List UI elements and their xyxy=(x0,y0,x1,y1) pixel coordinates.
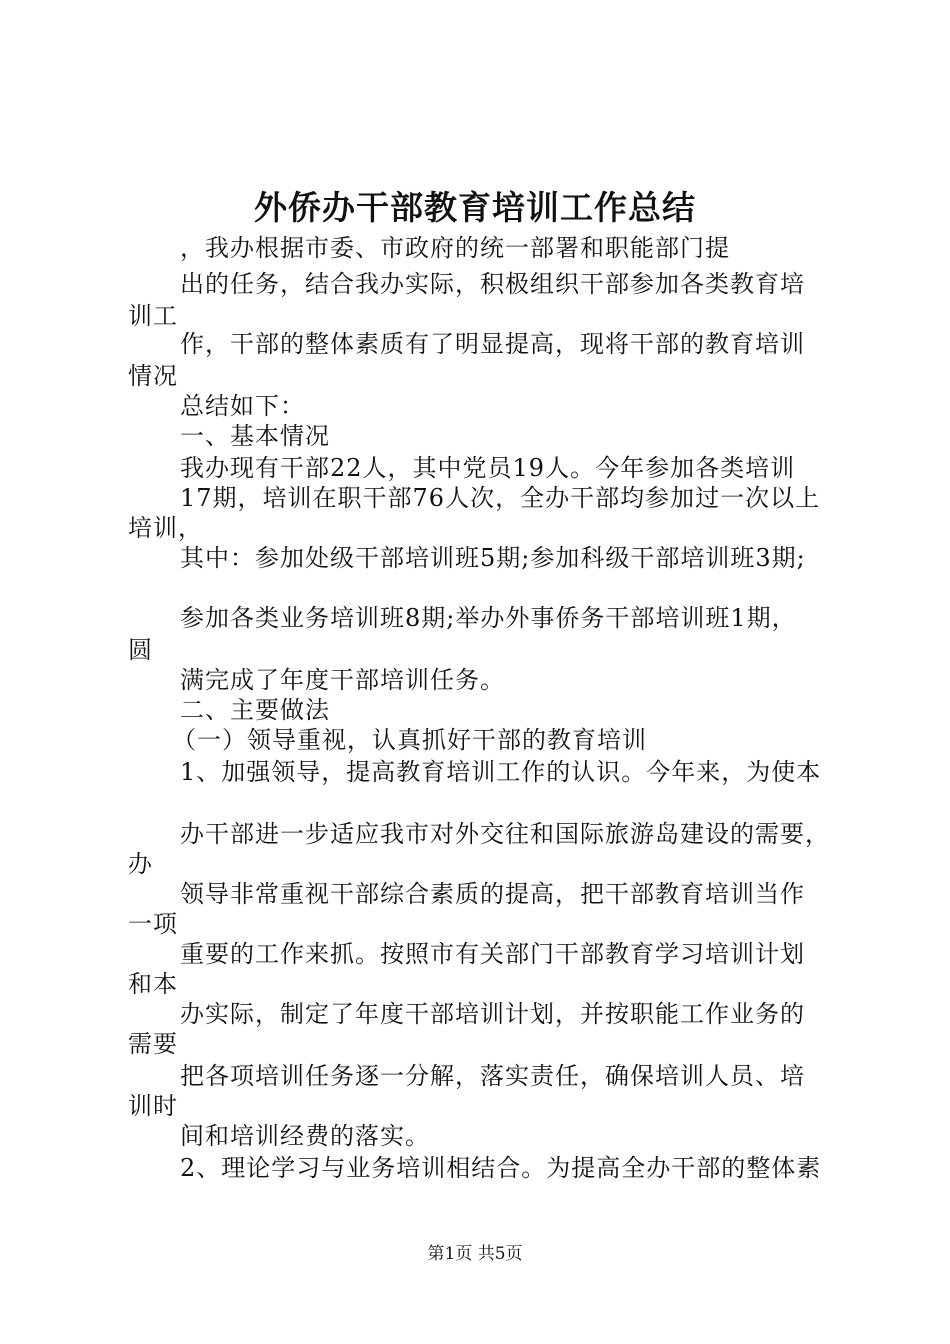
body-line: 领导非常重视干部综合素质的提高，把干部教育培训当作 xyxy=(180,880,805,908)
body-line: 我办现有干部22人，其中党员19人。今年参加各类培训 xyxy=(180,454,796,482)
body-line: ，我办根据市委、市政府的统一部署和职能部门提 xyxy=(180,234,730,262)
body-line: 办 xyxy=(128,850,153,878)
body-line: 总结如下： xyxy=(180,392,305,420)
body-line: 办干部进一步适应我市对外交往和国际旅游岛建设的需要， xyxy=(180,820,830,848)
document-title: 外侨办干部教育培训工作总结 xyxy=(254,188,696,227)
body-line: 参加各类业务培训班8期;举办外事侨务干部培训班1期， xyxy=(180,604,797,632)
body-line: 训时 xyxy=(128,1092,178,1120)
body-line: 间和培训经费的落实。 xyxy=(180,1122,430,1150)
body-line: 作，干部的整体素质有了明显提高，现将干部的教育培训 xyxy=(180,330,805,358)
body-line: 培训， xyxy=(128,514,203,542)
body-line: 满完成了年度干部培训任务。 xyxy=(180,666,505,694)
body-line: 重要的工作来抓。按照市有关部门干部教育学习培训计划 xyxy=(180,940,805,968)
body-line: 17期，培训在职干部76人次，全办干部均参加过一次以上 xyxy=(180,484,821,512)
body-line: 其中：参加处级干部培训班5期;参加科级干部培训班3期; xyxy=(180,544,806,572)
body-line: 情况 xyxy=(128,362,178,390)
body-line: 训工 xyxy=(128,302,178,330)
body-line: 把各项培训任务逐一分解，落实责任，确保培训人员、培 xyxy=(180,1062,805,1090)
body-line: 1、加强领导，提高教育培训工作的认识。今年来，为使本 xyxy=(180,758,822,786)
section-heading: 二、主要做法 xyxy=(180,696,330,724)
body-line: 圆 xyxy=(128,636,153,664)
body-line: 出的任务，结合我办实际，积极组织干部参加各类教育培 xyxy=(180,270,805,298)
body-line: 需要 xyxy=(128,1030,178,1058)
body-line: 一项 xyxy=(128,910,178,938)
body-line: 和本 xyxy=(128,970,178,998)
body-line: 2、理论学习与业务培训相结合。为提高全办干部的整体素 xyxy=(180,1154,822,1182)
section-heading: 一、基本情况 xyxy=(180,422,330,450)
subsection-heading: （一）领导重视，认真抓好干部的教育培训 xyxy=(172,726,647,754)
page-indicator: 第1页 共5页 xyxy=(427,1244,523,1264)
body-line: 办实际，制定了年度干部培训计划，并按职能工作业务的 xyxy=(180,1000,805,1028)
